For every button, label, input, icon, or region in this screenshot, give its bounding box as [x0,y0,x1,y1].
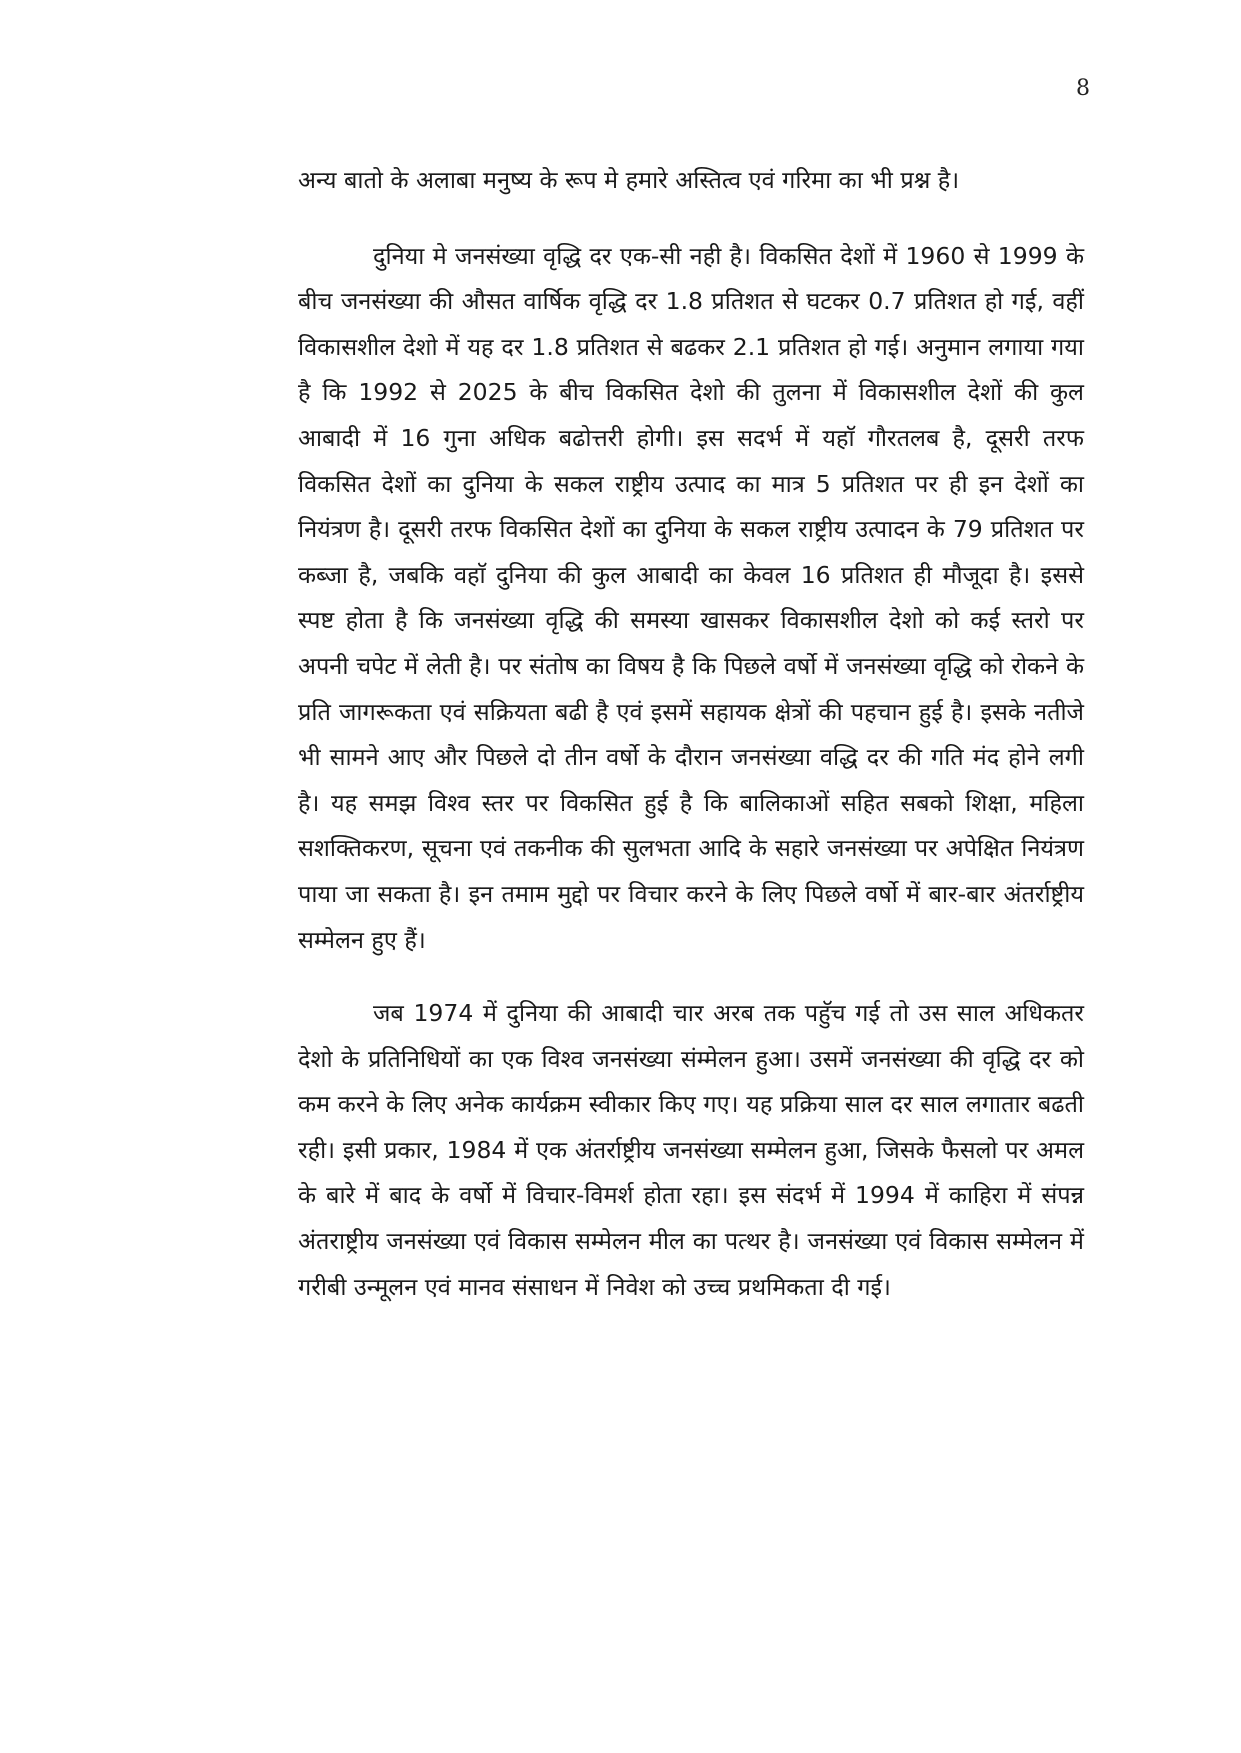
paragraph-3: जब 1974 में दुनिया की आबादी चार अरब तक पहुॅच गई तो उस साल अधिकतर देशो के प्रतिनिधियों का एक विश्व जनसंख्या संम्मेलन हुआ। उसमें जनसंख्या की वृद्धि दर को कम करने के लिए अनेक कार्यक्रम स्वीकार किए गए। यह प्रक्रिया साल दर साल लगातार बढती रही। इसी प्रकार, 1984 में एक अंतर्राष्ट्रीय जनसंख्या सम्मेलन हुआ, जिसके फैसलो पर अमल के बारे में बाद के वर्षो में विचार-विमर्श होता रहा। इस संदर्भ में 1994 में काहिरा में संपन्न अंतराष्ट्रीय जनसंख्या एवं विकास सम्मेलन मील का पत्थर है। जनसंख्या एवं विकास सम्मेलन में गरीबी उन्मूलन एवं मानव संसाधन में निवेश को उच्च प्रथमिकता दी गई। [298,999,1084,1301]
paragraph-2: दुनिया मे जनसंख्या वृद्धि दर एक-सी नही है। विकसित देशों में 1960 से 1999 के बीच जनसंख्या की औसत वार्षिक वृद्धि दर 1.8 प्रतिशत से घटकर 0.7 प्रतिशत हो गई, वहीं विकासशील देशो में यह दर 1.8 प्रतिशत से बढकर 2.1 प्रतिशत हो गई। अनुमान लगाया गया है कि 1992 से 2025 के बीच विकसित देशो की तुलना में विकासशील देशों की कुल आबादी में 16 गुना अधिक बढोत्तरी होगी। इस सदर्भ में यहाॅ गौरतलब है, दूसरी तरफ विकसित देशों का दुनिया के सकल राष्ट्रीय उत्पाद का मात्र 5 प्रतिशत पर ही इन देशों का नियंत्रण है। दूसरी तरफ विकसित देशों का दुनिया के सकल राष्ट्रीय उत्पादन के 79 प्रतिशत पर कब्जा है, जबकि वहाॅ दुनिया की कुल आबादी का केवल 16 प्रतिशत ही मौजूदा है। इससे स्पष्ट होता है कि जनसंख्या वृद्धि की समस्या खासकर विकासशील देशो को कई स्तरो पर अपनी चपेट में लेती है। पर संतोष का विषय है कि पिछले वर्षो में जनसंख्या वृद्धि को रोकने के प्रति जागरूकता एवं सक्रियता बढी है एवं इसमें सहायक क्षेत्रों की पहचान हुई है। इसके नतीजे भी सामने आए और पिछले दो तीन वर्षो के दौरान जनसंख्या वद्धि दर की गति मंद होने लगी है। यह समझ विश्व स्तर पर विकसित हुई है कि बालिकाओं सहित सबको शिक्षा, महिला सशक्तिकरण, सूचना एवं तकनीक की सुलभता आदि के सहारे जनसंख्या पर अपेक्षित नियंत्रण पाया जा सकता है। इन तमाम मुद्दो पर विचार करने के लिए पिछले वर्षो में बार-बार अंतर्राष्ट्रीय सम्मेलन हुए हैं। [298,241,1084,954]
body-text [298,158,1084,1310]
page-number: 8 [1076,76,1090,101]
paragraph-1: अन्य बातो के अलाबा मनुष्य के रूप मे हमारे अस्तित्व एवं गरिमा का भी प्रश्न है। [298,166,960,194]
